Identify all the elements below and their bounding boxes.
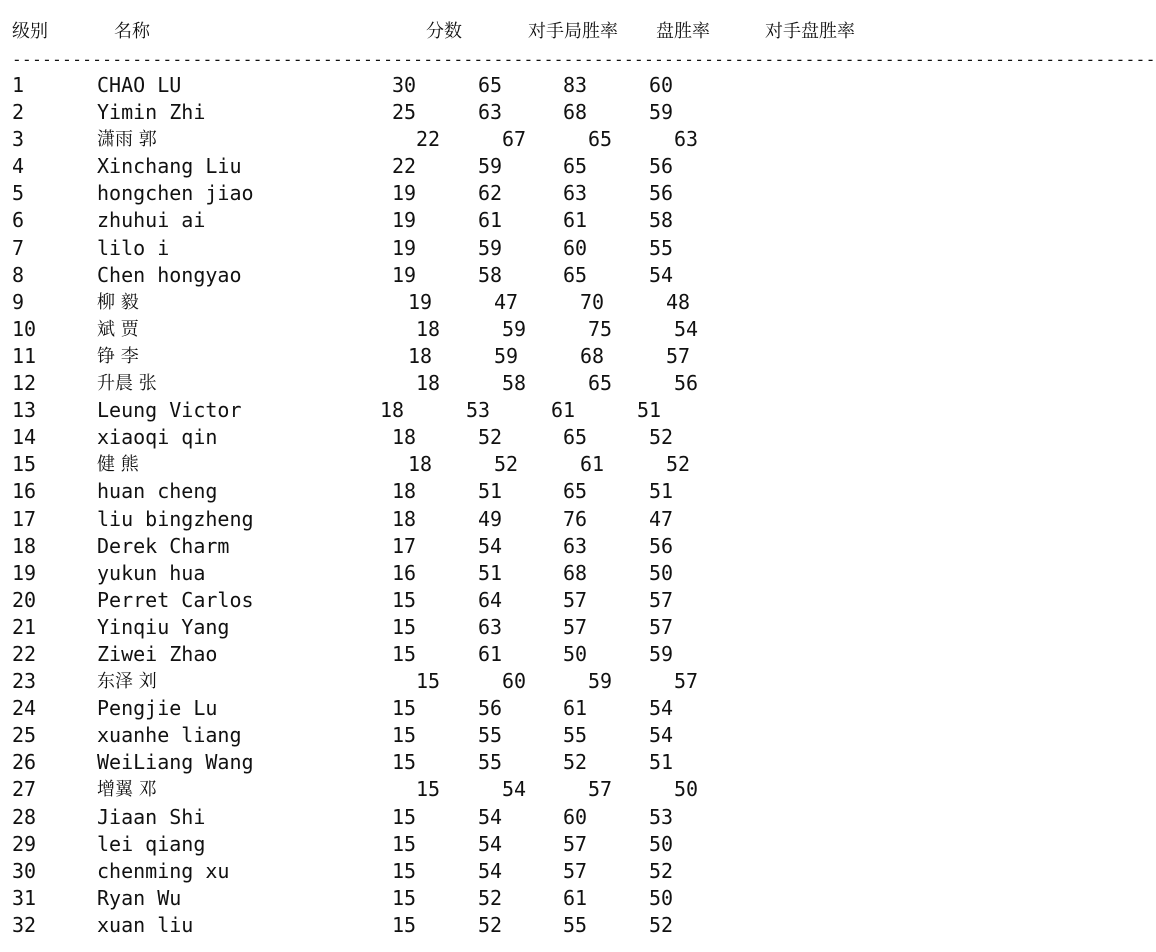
row-opp-game-win-rate: 59 [494,343,519,368]
row-opp-game-win-rate: 52 [478,425,503,450]
row-opp-disk-win-rate: 48 [666,289,691,314]
row-disk-win-rate: 55 [563,912,588,937]
table-row [0,776,1080,803]
ranking-table [0,72,1080,952]
row-score: 18 [416,371,441,396]
row-opp-disk-win-rate: 50 [649,831,674,856]
table-row [0,831,1080,858]
row-level: 26 [12,750,37,775]
row-opp-game-win-rate: 54 [478,533,503,558]
table-row [0,912,1080,939]
row-opp-game-win-rate: 67 [502,127,527,152]
row-opp-disk-win-rate: 53 [649,804,674,829]
row-level: 4 [12,154,25,179]
row-opp-disk-win-rate: 54 [649,262,674,287]
row-opp-disk-win-rate: 56 [649,533,674,558]
row-level: 5 [12,181,25,206]
row-score: 15 [416,777,441,802]
row-opp-disk-win-rate: 47 [649,506,674,531]
row-opp-game-win-rate: 55 [478,723,503,748]
row-opp-game-win-rate: 61 [478,641,503,666]
row-disk-win-rate: 57 [563,587,588,612]
row-name: 铮 李 [97,345,139,367]
row-opp-game-win-rate: 51 [478,479,503,504]
row-level: 19 [12,560,37,585]
row-name: Yimin Zhi [97,100,206,125]
row-opp-disk-win-rate: 56 [674,371,699,396]
header-level: 级别 [12,21,48,42]
row-disk-win-rate: 57 [563,614,588,639]
table-row [0,858,1080,885]
row-disk-win-rate: 63 [563,181,588,206]
row-opp-disk-win-rate: 60 [649,73,674,97]
row-score: 15 [392,912,417,937]
row-name: Leung Victor [97,398,242,423]
row-level: 12 [12,371,37,396]
row-name: Yinqiu Yang [97,614,230,639]
row-opp-game-win-rate: 54 [478,831,503,856]
row-disk-win-rate: 60 [563,235,588,260]
table-row [0,343,1080,370]
table-row [0,397,1080,424]
table-row [0,153,1080,180]
row-score: 15 [392,614,417,639]
row-score: 18 [392,506,417,531]
row-level: 14 [12,425,37,450]
row-name: xuan liu [97,912,194,937]
header-opp-game-win-rate: 对手局胜率 [528,21,618,42]
table-row [0,804,1080,831]
row-score: 18 [380,398,405,423]
row-opp-disk-win-rate: 57 [674,669,699,694]
row-opp-game-win-rate: 58 [478,262,503,287]
row-opp-disk-win-rate: 56 [649,181,674,206]
row-opp-disk-win-rate: 59 [649,641,674,666]
row-name: WeiLiang Wang [97,750,254,775]
row-level: 32 [12,912,37,937]
row-disk-win-rate: 65 [563,154,588,179]
row-opp-disk-win-rate: 63 [674,127,699,152]
row-disk-win-rate: 65 [588,127,613,152]
row-opp-game-win-rate: 54 [478,858,503,883]
header-score: 分数 [426,21,462,42]
row-name: xuanhe liang [97,723,242,748]
row-opp-disk-win-rate: 57 [649,614,674,639]
row-opp-game-win-rate: 62 [478,181,503,206]
row-score: 22 [416,127,441,152]
row-opp-game-win-rate: 58 [502,371,527,396]
row-name: lei qiang [97,831,206,856]
row-level: 6 [12,208,25,233]
row-score: 15 [392,641,417,666]
row-name: 东泽 刘 [97,671,157,693]
row-name: huan cheng [97,479,218,504]
header-disk-win-rate: 盘胜率 [656,21,710,42]
row-disk-win-rate: 61 [563,885,588,910]
row-level: 13 [12,398,37,423]
row-score: 19 [408,289,433,314]
row-disk-win-rate: 83 [563,73,588,97]
row-name: 潇雨 郭 [97,129,157,151]
row-disk-win-rate: 76 [563,506,588,531]
row-level: 8 [12,262,25,287]
row-name: liu bingzheng [97,506,254,531]
row-level: 10 [12,316,37,341]
row-score: 15 [416,669,441,694]
row-name: Chen hongyao [97,262,242,287]
row-score: 15 [392,831,417,856]
row-opp-disk-win-rate: 51 [649,750,674,775]
row-score: 15 [392,804,417,829]
row-disk-win-rate: 52 [563,750,588,775]
table-row [0,289,1080,316]
row-opp-game-win-rate: 52 [494,452,519,477]
row-opp-disk-win-rate: 54 [649,696,674,721]
row-score: 15 [392,885,417,910]
row-level: 22 [12,641,37,666]
table-row [0,478,1080,505]
row-disk-win-rate: 55 [563,723,588,748]
row-name: yukun hua [97,560,206,585]
table-row [0,207,1080,234]
row-opp-disk-win-rate: 52 [666,452,691,477]
row-disk-win-rate: 68 [563,100,588,125]
row-disk-win-rate: 57 [563,831,588,856]
row-opp-game-win-rate: 56 [478,696,503,721]
table-row [0,451,1080,478]
row-name: Jiaan Shi [97,804,206,829]
row-opp-game-win-rate: 64 [478,587,503,612]
row-disk-win-rate: 63 [563,533,588,558]
row-opp-game-win-rate: 53 [466,398,491,423]
row-disk-win-rate: 61 [580,452,605,477]
table-row [0,641,1080,668]
table-row [0,316,1080,343]
row-disk-win-rate: 75 [588,316,613,341]
row-opp-game-win-rate: 52 [478,912,503,937]
row-disk-win-rate: 65 [563,425,588,450]
row-name: Pengjie Lu [97,696,218,721]
table-row [0,370,1080,397]
table-row [0,668,1080,695]
row-opp-game-win-rate: 59 [478,235,503,260]
row-name: lilo i [97,235,170,260]
table-row [0,722,1080,749]
table-row [0,695,1080,722]
table-row [0,424,1080,451]
row-disk-win-rate: 50 [563,641,588,666]
row-name: 升晨 张 [97,373,157,395]
row-score: 19 [392,262,417,287]
row-score: 15 [392,858,417,883]
row-opp-disk-win-rate: 58 [649,208,674,233]
row-disk-win-rate: 68 [563,560,588,585]
table-row [0,180,1080,207]
row-opp-disk-win-rate: 51 [637,398,662,423]
row-score: 18 [392,479,417,504]
row-opp-disk-win-rate: 56 [649,154,674,179]
row-name: Ryan Wu [97,885,182,910]
table-header [0,18,1080,46]
row-score: 19 [392,181,417,206]
table-row [0,99,1080,126]
row-score: 19 [392,208,417,233]
row-opp-disk-win-rate: 57 [649,587,674,612]
row-level: 9 [12,289,25,314]
table-row [0,533,1080,560]
row-disk-win-rate: 65 [563,262,588,287]
row-score: 18 [392,425,417,450]
row-disk-win-rate: 61 [563,208,588,233]
row-opp-disk-win-rate: 50 [649,560,674,585]
row-opp-disk-win-rate: 52 [649,912,674,937]
row-name: hongchen jiao [97,181,254,206]
row-opp-disk-win-rate: 50 [674,777,699,802]
row-level: 21 [12,614,37,639]
row-opp-game-win-rate: 47 [494,289,519,314]
row-level: 20 [12,587,37,612]
row-level: 29 [12,831,37,856]
row-disk-win-rate: 57 [588,777,613,802]
row-level: 18 [12,533,37,558]
row-opp-disk-win-rate: 52 [649,858,674,883]
row-score: 18 [408,343,433,368]
header-opp-disk-win-rate: 对手盘胜率 [765,21,855,42]
row-name: xiaoqi qin [97,425,218,450]
table-row [0,560,1080,587]
row-opp-game-win-rate: 61 [478,208,503,233]
row-opp-game-win-rate: 63 [478,100,503,125]
row-score: 25 [392,100,417,125]
row-name: Xinchang Liu [97,154,242,179]
row-level: 16 [12,479,37,504]
row-level: 17 [12,506,37,531]
row-score: 19 [392,235,417,260]
row-score: 15 [392,750,417,775]
row-level: 15 [12,452,37,477]
row-opp-disk-win-rate: 59 [649,100,674,125]
row-disk-win-rate: 70 [580,289,605,314]
table-row [0,614,1080,641]
table-row [0,262,1080,289]
row-level: 24 [12,696,37,721]
row-name: zhuhui ai [97,208,206,233]
row-level: 3 [12,127,25,152]
row-name: Ziwei Zhao [97,641,218,666]
row-disk-win-rate: 65 [588,371,613,396]
table-row [0,885,1080,912]
row-opp-game-win-rate: 52 [478,885,503,910]
row-opp-disk-win-rate: 51 [649,479,674,504]
row-disk-win-rate: 61 [551,398,576,423]
row-score: 17 [392,533,417,558]
row-score: 18 [416,316,441,341]
row-level: 31 [12,885,37,910]
row-opp-game-win-rate: 54 [502,777,527,802]
row-level: 11 [12,343,37,368]
header-divider: ------------------------------------------------------------------------------------------------------------------ [12,50,1156,69]
row-name: chenming xu [97,858,230,883]
row-opp-game-win-rate: 59 [502,316,527,341]
row-level: 23 [12,669,37,694]
table-row [0,506,1080,533]
row-name: Perret Carlos [97,587,254,612]
row-level: 25 [12,723,37,748]
row-opp-disk-win-rate: 54 [674,316,699,341]
row-score: 15 [392,723,417,748]
row-name: Derek Charm [97,533,230,558]
row-opp-game-win-rate: 60 [502,669,527,694]
row-disk-win-rate: 57 [563,858,588,883]
header-name: 名称 [114,21,150,42]
row-opp-game-win-rate: 51 [478,560,503,585]
row-opp-disk-win-rate: 54 [649,723,674,748]
row-disk-win-rate: 68 [580,343,605,368]
row-name: CHAO LU [97,73,182,97]
row-level: 2 [12,100,25,125]
row-score: 30 [392,73,417,97]
row-disk-win-rate: 60 [563,804,588,829]
row-name: 健 熊 [97,454,139,476]
row-opp-disk-win-rate: 52 [649,425,674,450]
row-score: 18 [408,452,433,477]
row-level: 27 [12,777,37,802]
row-score: 15 [392,587,417,612]
row-opp-game-win-rate: 59 [478,154,503,179]
row-level: 30 [12,858,37,883]
row-score: 22 [392,154,417,179]
row-disk-win-rate: 61 [563,696,588,721]
row-score: 15 [392,696,417,721]
row-opp-game-win-rate: 54 [478,804,503,829]
row-opp-game-win-rate: 49 [478,506,503,531]
row-opp-game-win-rate: 55 [478,750,503,775]
row-name: 增翼 邓 [97,779,157,801]
table-row [0,72,1080,99]
row-opp-disk-win-rate: 55 [649,235,674,260]
row-level: 1 [12,73,25,97]
row-name: 柳 毅 [97,291,139,313]
row-disk-win-rate: 59 [588,669,613,694]
table-row [0,587,1080,614]
row-level: 28 [12,804,37,829]
row-level: 7 [12,235,25,260]
row-opp-game-win-rate: 63 [478,614,503,639]
row-disk-win-rate: 65 [563,479,588,504]
row-opp-disk-win-rate: 50 [649,885,674,910]
table-row [0,235,1080,262]
table-row [0,749,1080,776]
table-row [0,126,1080,153]
row-opp-disk-win-rate: 57 [666,343,691,368]
row-name: 斌 贾 [97,318,139,340]
row-opp-game-win-rate: 65 [478,73,503,97]
row-score: 16 [392,560,417,585]
